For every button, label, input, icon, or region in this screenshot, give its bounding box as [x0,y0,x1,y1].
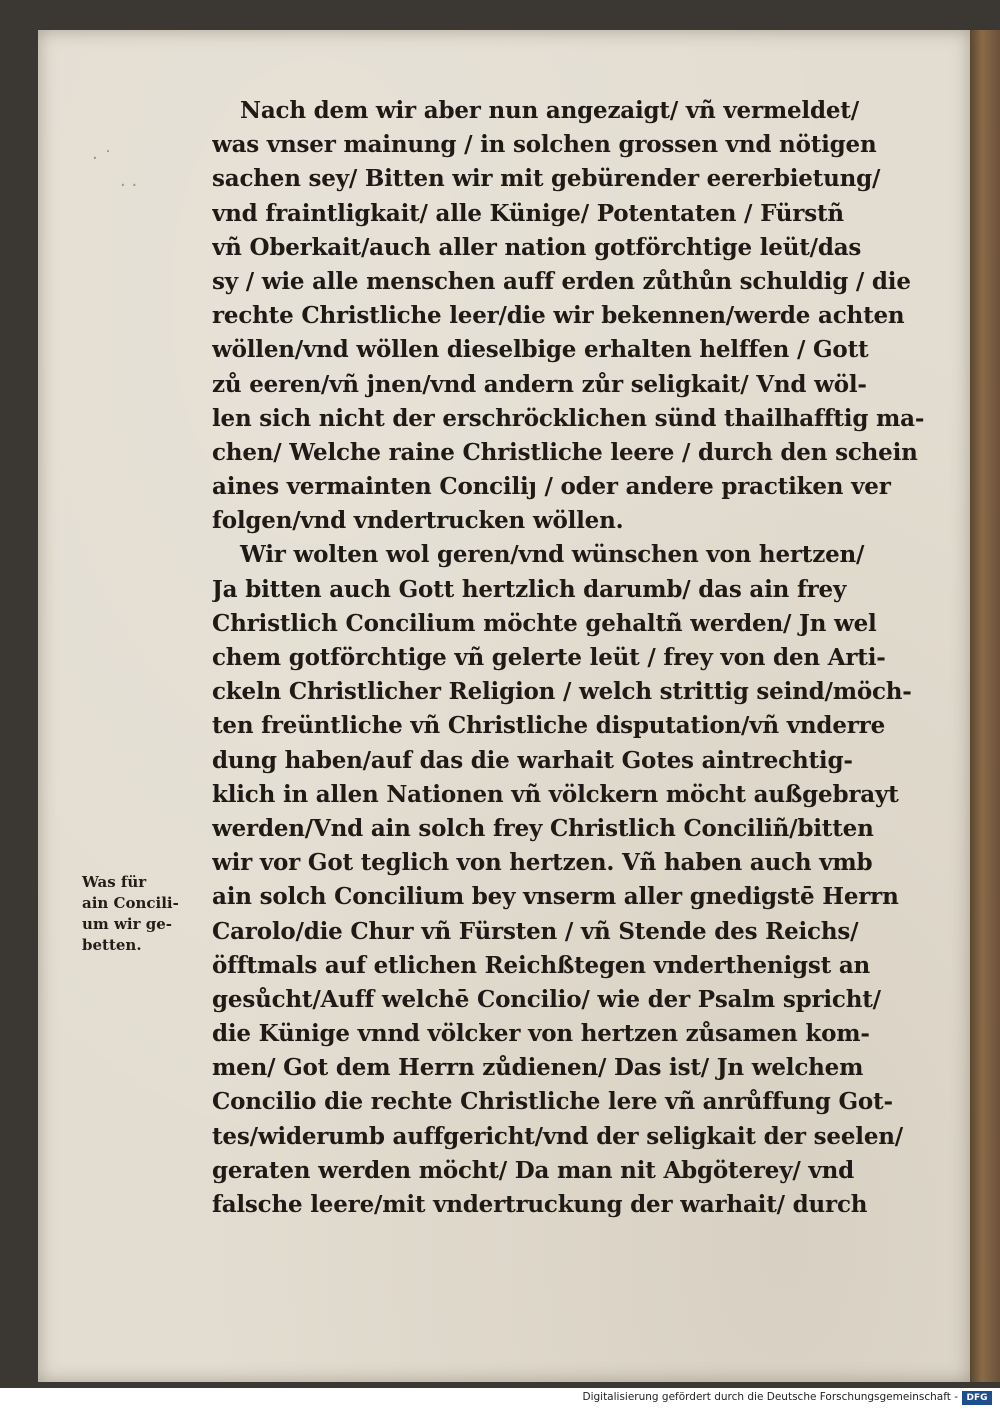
book-binding-edge [970,30,1000,1382]
text-line: Concilio die rechte Christliche lere vñ anrůffung Got- [212,1088,893,1116]
text-line: len sich nicht der erschröcklichen sünd thailhafftig ma- [212,404,925,432]
text-line: men/ Got dem Herrn zůdienen/ Das ist/ Jn welchem [212,1054,864,1082]
text-line: vñ Oberkait/auch aller nation gotförchtige leüt/das [212,233,862,261]
text-line: wir vor Got teglich von hertzen. Vñ haben auch vmb [212,849,873,877]
text-line: chen/ Welche raine Christliche leere / durch den schein [212,438,918,466]
text-line: rechte Christliche leer/die wir bekennen/werde achten [212,302,905,330]
stray-print-mark: · ˙ [92,148,113,169]
text-line: sachen sey/ Bitten wir mit gebürender eererbietung/ [212,165,881,193]
marginal-note [82,872,207,956]
digitization-credit: Digitalisierung gefördert durch die Deutsche Forschungsgemeinschaft - [582,1391,958,1403]
text-line: folgen/vnd vndertrucken wöllen. [212,507,624,535]
text-line: klich in allen Nationen vñ völckern möcht außgebrayt [212,780,899,808]
text-line: ain solch Concilium bey vnserm aller gnedigstē Herrn [212,883,899,911]
dfg-logo: DFG [962,1391,992,1405]
text-line: ten freüntliche vñ Christliche disputation/vñ vnderre [212,712,886,740]
text-line: Nach dem wir aber nun angezaigt/ vñ vermeldet/ [240,97,859,124]
text-line: öfftmals auf etlichen Reichßtegen vnderthenigst an [212,951,871,979]
text-line: aines vermainten Conciliȷ / oder andere practiken ver [212,473,891,501]
text-line: Wir wolten wol geren/vnd wünschen von hertzen/ [240,541,865,569]
text-line: dung haben/auf das die warhait Gotes aintrechtig- [212,746,853,774]
main-text-block [212,94,942,1222]
text-line: ckeln Christlicher Religion / welch strittig seind/möch- [212,678,912,706]
marginal-note-line: um wir ge- [82,915,172,933]
marginal-note-line: Was für [82,873,147,891]
text-line: gesůcht/Auff welchē Concilio/ wie der Psalm spricht/ [212,985,881,1013]
text-line: chem gotförchtige vñ gelerte leüt / frey von den Arti- [212,644,886,671]
text-line: vnd fraintligkait/ alle Künige/ Potentaten / Fürstñ [212,199,844,227]
text-line: Christlich Concilium möchte gehaltñ werden/ Jn wel [212,609,877,637]
marginal-note-line: ain Concili- [82,894,179,912]
footer-bar [0,1388,1000,1409]
text-line: tes/widerumb auffgericht/vnd der seligkait der seelen/ [212,1122,903,1150]
text-line: sy / wie alle menschen auff erden zůthůn schuldig / die [212,267,911,295]
text-line: was vnser mainung / in solchen grossen vnd nötigen [212,131,877,159]
text-line: geraten werden möcht/ Da man nit Abgöterey/ vnd [212,1156,854,1184]
text-line: zů eeren/vñ jnen/vnd andern zůr seligkait/ Vnd wöl- [212,370,867,398]
text-line: werden/Vnd ain solch frey Christlich Conciliñ/bitten [212,814,874,842]
text-line: die Künige vnnd völcker von hertzen zůsamen kom- [212,1020,870,1048]
marginal-note-line: betten. [82,936,142,954]
text-line: Carolo/die Chur vñ Fürsten / vñ Stende des Reichs/ [212,917,859,945]
text-line: wöllen/vnd wöllen dieselbige erhalten helffen / Gott [212,336,869,364]
stray-print-mark: · · [120,175,138,196]
text-line: Ja bitten auch Gott hertzlich darumb/ das ain frey [212,575,847,603]
text-line: falsche leere/mit vndertruckung der warhait/ durch [212,1191,868,1218]
